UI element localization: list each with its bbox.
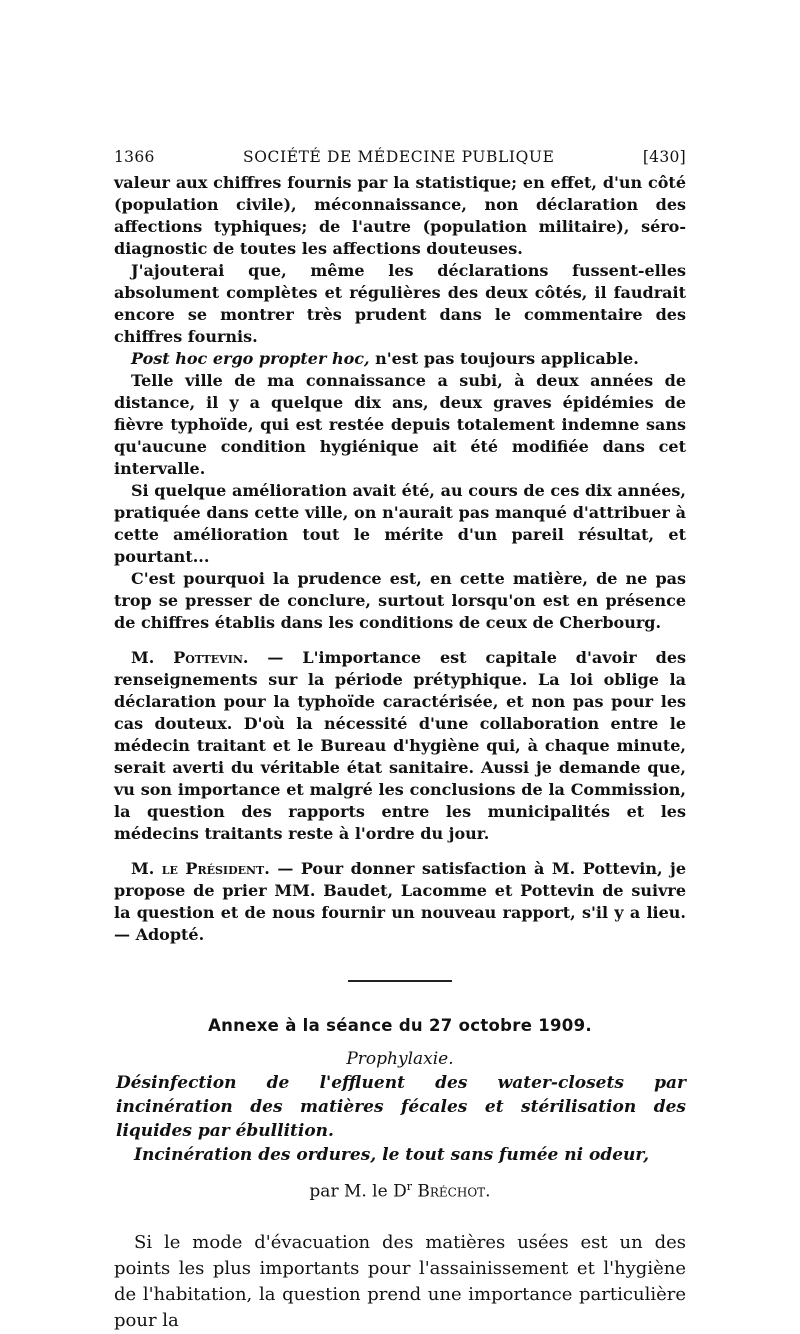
paragraph-amelioration: Si quelque amélioration avait été, au cours de ces dix années, pratiquée dans cette ville, on n'aurait pas manqué d'attribuer à cette amélioration tout le mérite d'un pareil résultat, et pourtant... <box>114 481 686 566</box>
speaker-pottevin: M. Pottevin. <box>131 648 249 667</box>
post-hoc-rest: n'est pas toujours applicable. <box>369 349 639 368</box>
annexe-subtitle: Prophylaxie. <box>346 1049 454 1069</box>
paragraph-closing: Si le mode d'évacuation des matières usées est un des points les plus importants pour l'assainissement et l'hygiène de l'habitation, la question prend une importance particulière pour la <box>114 1231 686 1331</box>
bracket-number: [430] <box>642 148 686 166</box>
document-page <box>114 148 686 1334</box>
president-text: — Pour donner satisfaction à M. Pottevin, je propose de prier MM. Baudet, Lacomme et Pottevin de suivre la question et de nous fournir un nouveau rapport, s'il y a lieu. — Adopté. <box>114 859 687 944</box>
pottevin-text: — L'importance est capitale d'avoir des renseignements sur la période prétyphique. La loi oblige la déclaration pour la typhoïde caractérisée, et non pas pour les cas douteux. D'où la nécessité d'une collaboration entre le médecin traitant et le Bureau d'hygiène qui, à chaque minute, serait averti du véritable état sanitaire. Aussi je demande que, vu son importance et malgré les conclusions de la Commission, la question des rapports entre les municipalités et les médecins traitants reste à l'ordre du jour. <box>114 648 686 843</box>
annexe-title: Annexe à la séance du 27 octobre 1909. <box>208 1016 592 1035</box>
paragraph-epidemies: Telle ville de ma connaissance a subi, à deux années de distance, il y a quelque dix ans, deux graves épidémies de fièvre typhoïde, qui est restée depuis totalement indemne sans qu'aucune condition hygiénique ait été modifiée dans cet intervalle. <box>114 371 686 478</box>
latin-phrase: Post hoc ergo propter hoc, <box>131 349 370 368</box>
paragraph-pottevin <box>114 647 686 845</box>
annexe-topic: Désinfection de l'effluent des water-closets par incinération des matières fécales et stérilisation des liquides par ébullition. <box>116 1073 686 1141</box>
byline-prefix: par M. le D <box>309 1181 407 1202</box>
running-header <box>114 148 686 166</box>
speaker-president: M. le Président. <box>131 859 270 878</box>
paragraph-president <box>114 858 686 946</box>
section-divider <box>348 980 452 982</box>
paragraph-declarations: J'ajouterai que, même les déclarations fussent-elles absolument complètes et régulières des deux côtés, il faudrait encore se montrer très prudent dans le commentaire des chiffres fournis. <box>114 261 686 346</box>
page-number: 1366 <box>114 148 155 166</box>
paragraph-post-hoc <box>114 348 686 370</box>
annexe-topic-second: Incinération des ordures, le tout sans fumée ni odeur, <box>134 1145 650 1165</box>
byline-sup: r <box>406 1180 412 1193</box>
author-byline <box>114 1175 686 1204</box>
paragraph-statistique: valeur aux chiffres fournis par la statistique; en effet, d'un côté (population civile), méconnaissance, non déclaration des affections typhiques; de l'autre (population militaire), séro-diagnostic de toutes les affections douteuses. <box>114 173 686 258</box>
running-title: SOCIÉTÉ DE MÉDECINE PUBLIQUE <box>242 148 555 166</box>
author-name: Bréchot. <box>411 1181 491 1202</box>
paragraph-prudence: C'est pourquoi la prudence est, en cette matière, de ne pas trop se presser de conclure, surtout lorsqu'on est en présence de chiffres établis dans les conditions de ceux de Cherbourg. <box>114 569 686 632</box>
